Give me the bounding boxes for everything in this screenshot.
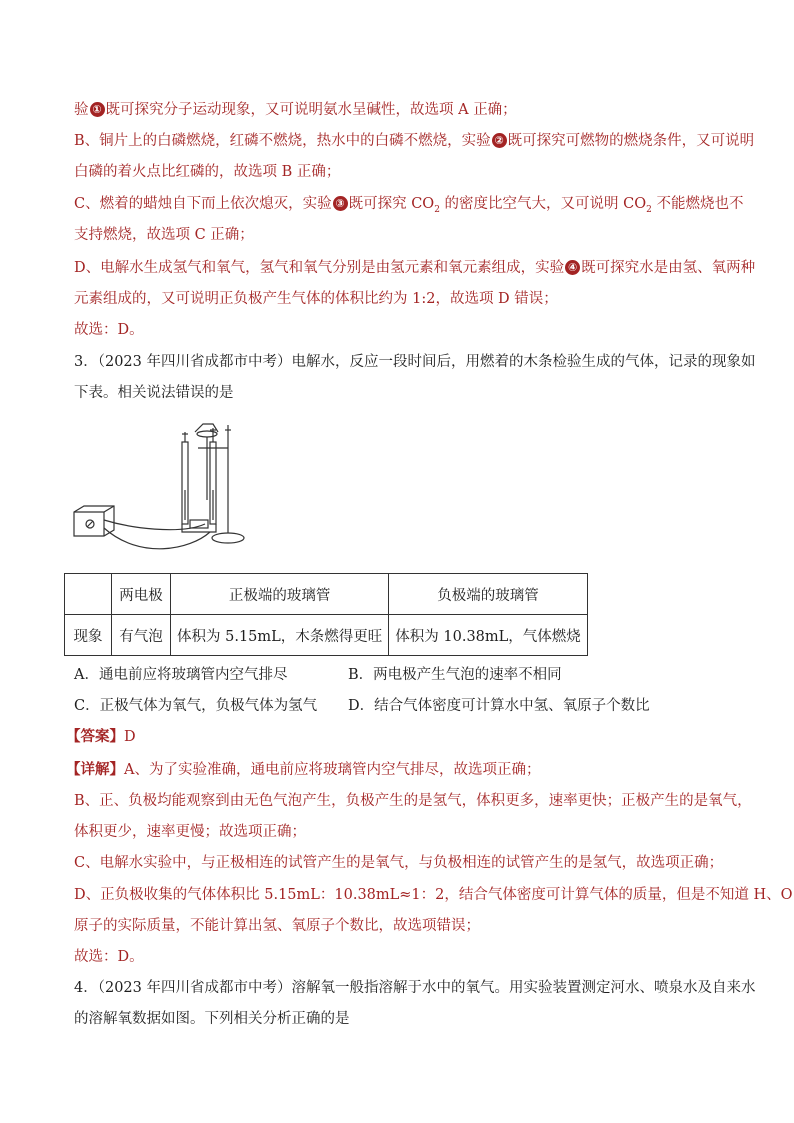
subscript: 2 (646, 204, 652, 215)
detail-line-3: 体积更少，速率更慢；故选项正确； (74, 824, 306, 840)
detail-line-7: 故选：D。 (74, 949, 144, 965)
detail-line-4: C、电解水实验中，与正极相连的试管产生的是氧气，与负极相连的试管产生的是氢气，故选项正确； (74, 855, 724, 871)
option-d: D．结合气体密度可计算水中氢、氧原子个数比 (348, 698, 650, 714)
text-segment: 既可探究 CO (348, 196, 435, 212)
circled-number-1: ① (90, 102, 105, 117)
observation-table (64, 573, 588, 656)
explanation-line-4 (74, 194, 743, 220)
detail-label: 【详解】 (66, 761, 124, 778)
option-c: C．正极气体为氧气，负极气体为氢气 (74, 698, 318, 714)
detail-line-6: 原子的实际质量，不能计算出氢、氧原子个数比，故选项错误； (74, 918, 480, 934)
text-segment: 不能燃烧也不 (651, 196, 744, 212)
text-segment: D、电解水生成氢气和氧气，氢气和氧气分别是由氢元素和氧元素组成，实验 (74, 260, 565, 276)
text-segment: B、铜片上的白磷燃烧，红磷不燃烧，热水中的白磷不燃烧，实验 (74, 133, 491, 149)
answer-label: 【答案】 (66, 728, 124, 745)
circled-number-2: ② (492, 133, 507, 148)
table-cell: 体积为 5.15mL，木条燃得更旺 (171, 615, 389, 656)
table-cell: 现象 (65, 615, 112, 656)
table-cell: 体积为 10.38mL，气体燃烧 (389, 615, 588, 656)
table-header-cell: 两电极 (112, 574, 171, 615)
question-4-line-2: 的溶解氧数据如图。下列相关分析正确的是 (74, 1011, 350, 1027)
text-segment: 既可探究可燃物的燃烧条件，又可说明 (507, 133, 755, 149)
table-header-cell: 正极端的玻璃管 (171, 574, 389, 615)
table-row (65, 615, 588, 656)
question-3-line-2: 下表。相关说法错误的是 (74, 385, 234, 401)
explanation-line-8: 故选：D。 (74, 322, 144, 338)
explanation-line-7: 元素组成的，又可说明正负极产生气体的体积比约为 1:2，故选项 D 错误； (74, 291, 558, 307)
text-segment: A、为了实验准确，通电前应将玻璃管内空气排尽，故选项正确； (124, 762, 541, 778)
subscript: 2 (434, 204, 440, 215)
table-cell: 有气泡 (112, 615, 171, 656)
circled-number-3: ③ (333, 196, 348, 211)
option-b: B．两电极产生气泡的速率不相同 (348, 667, 562, 683)
table-header-row (65, 574, 588, 615)
text-segment: 既可探究分子运动现象，又可说明氨水呈碱性，故选项 A 正确； (105, 102, 517, 118)
explanation-line-6 (74, 258, 755, 278)
detail-line-2: B、正、负极均能观察到由无色气泡产生，负极产生的是氢气，体积更多，速率更快；正极产生的是氧气， (74, 793, 752, 809)
detail-line-1 (66, 760, 540, 780)
option-a: A．通电前应将玻璃管内空气排尽 (74, 667, 288, 683)
question-3-line-1: 3．（2023 年四川省成都市中考）电解水，反应一段时间后，用燃着的木条检验生成的气体，记录的现象如 (74, 354, 756, 370)
explanation-line-1 (74, 100, 517, 120)
explanation-line-2 (74, 131, 754, 151)
table-header-cell (65, 574, 112, 615)
circled-number-4: ④ (565, 260, 580, 275)
detail-line-5: D、正负极收集的气体体积比 5.15mL：10.38mL≈1：2，结合气体密度可计算气体的质量，但是不知道 H、O (74, 887, 793, 903)
text-segment: 验 (74, 102, 89, 118)
text-segment: C、燃着的蜡烛自下而上依次熄灭，实验 (74, 196, 332, 212)
text-segment: 的密度比空气大，又可说明 CO (439, 196, 647, 212)
table-header-cell: 负极端的玻璃管 (389, 574, 588, 615)
explanation-line-5: 支持燃烧，故选项 C 正确； (74, 227, 254, 243)
answer-value: D (124, 729, 136, 745)
answer-line (66, 727, 136, 747)
electrolysis-apparatus-diagram (70, 420, 270, 560)
question-4-line-1: 4．（2023 年四川省成都市中考）溶解氧一般指溶解于水中的氧气。用实验装置测定河水、喷泉水及自来水 (74, 980, 756, 996)
explanation-line-3: 白磷的着火点比红磷的，故选项 B 正确； (74, 164, 341, 180)
text-segment: 既可探究水是由氢、氧两种 (581, 260, 756, 276)
